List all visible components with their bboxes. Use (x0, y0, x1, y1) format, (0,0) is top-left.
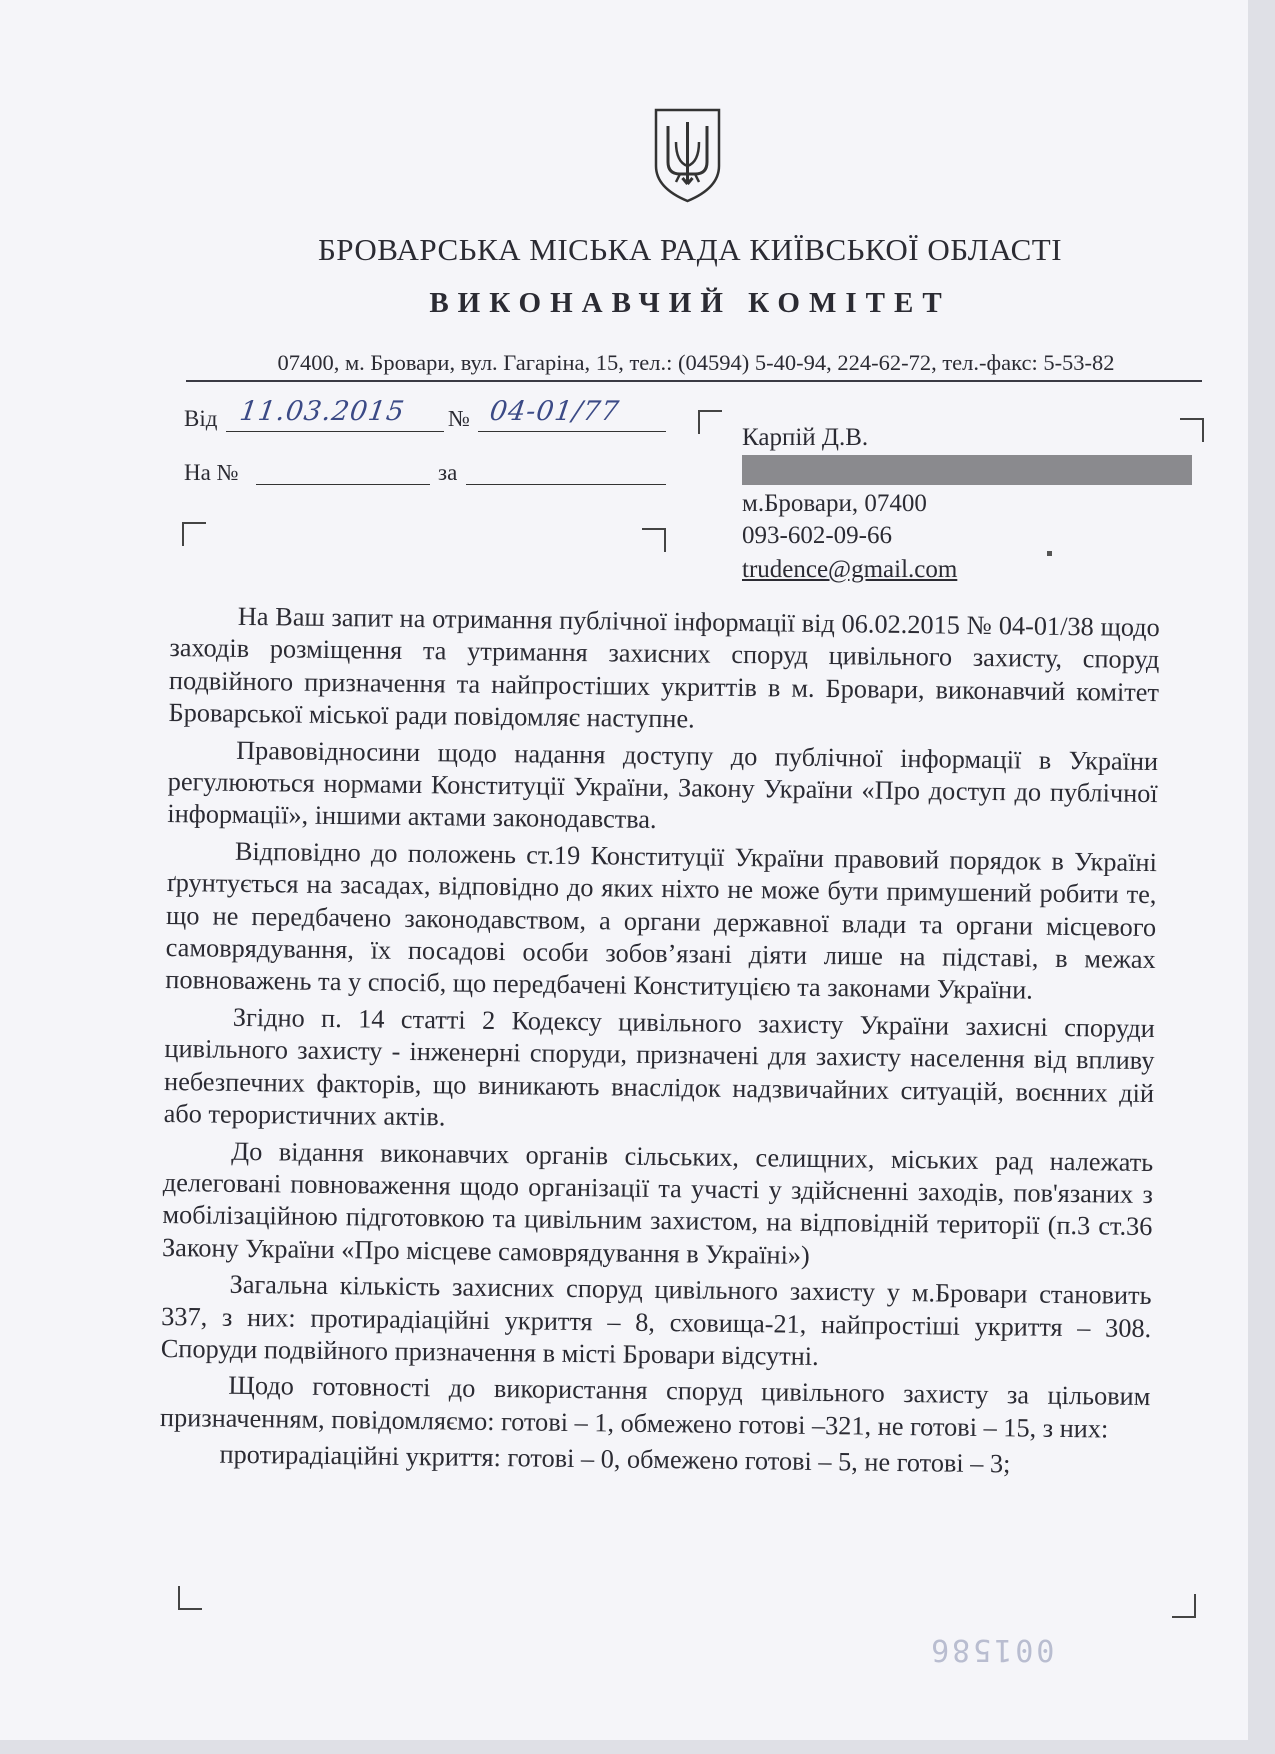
recipient-phone: 093-602-09-66 (742, 522, 892, 549)
recipient-city: м.Бровари, 07400 (742, 490, 927, 517)
corner-mark (182, 522, 206, 546)
reply-to-label: На № (184, 460, 239, 485)
handwritten-number: 04-01/77 (487, 396, 622, 427)
paragraph: Відповідно до положень ст.19 Конституції України правовий порядок в Україні ґрунтується на засадах, відповідно до яких ніхто не може бути примушений робити те, що не передбачено законодавством, а органи державної влади та органи місцевого самоврядування, їх посадові особи зобов’язані діяти лише на підставі, в межах повноважень та у спосіб, що передбачені Конституцією та законами України. (165, 836, 1158, 1006)
recipient-email: trudence@gmail.com (742, 556, 958, 583)
reply-date-line (466, 484, 666, 485)
paragraph: Правовідносини щодо надання доступу до публічної інформації в України регулюються нормами Конституції України, Закону України «Про доступ до публічної інформації», іншими актами законодавства. (167, 735, 1159, 835)
paragraph: На Ваш запит на отримання публічної інформації від 06.02.2015 № 04-01/38 щодо заходів розміщення та утримання захисних споруд цивільного захисту, споруд подвійного призначення та найпростіших укриттів в м. Бровари, виконавчий комітет Броварської міської ради повідомляє наступне. (168, 601, 1160, 734)
number-field-line (478, 431, 666, 432)
corner-mark (642, 528, 666, 552)
header-divider (186, 380, 1202, 382)
registration-stamp-number: 001586 (928, 1632, 1055, 1667)
organization-address: 07400, м. Бровари, вул. Гагаріна, 15, тел.: (04594) 5-40-94, 224-62-72, тел.-факс: 5-53-82 (277, 350, 1115, 375)
corner-mark (698, 410, 722, 434)
from-label: Від (184, 406, 218, 431)
scan-speck (1047, 551, 1052, 556)
handwritten-date: 11.03.2015 (237, 396, 407, 427)
corner-mark (1180, 418, 1204, 442)
paragraph: Щодо готовності до використання споруд цивільного захисту за цільовим призначенням, повідомляємо: готові – 1, обмежено готові –321, не готові – 15, з них: (159, 1371, 1151, 1444)
redacted-address (742, 455, 1192, 485)
letter-body (159, 600, 1160, 1487)
date-field-line (226, 431, 444, 432)
corner-mark (1172, 1594, 1196, 1618)
number-label: № (448, 406, 470, 431)
reply-date-label: за (438, 460, 458, 485)
paragraph: Загальна кількість захисних споруд цивільного захисту у м.Бровари становить 337, з них: протирадіаційні укриття – 8, сховища-21, найпростіші укриття – 308. Споруди подвійного призначення в місті Бровари відсутні. (160, 1269, 1152, 1371)
committee-name: ВИКОНАВЧИЙ КОМІТЕТ (429, 287, 951, 319)
organization-name: БРОВАРСЬКА МІСЬКА РАДА КИЇВСЬКОЇ ОБЛАСТІ (317, 232, 1063, 267)
paragraph: Згідно п. 14 статті 2 Кодексу цивільного захисту України захисні споруди цивільного захисту - інженерні споруди, призначені для захисту населення від впливу небезпечних факторів, що виникають внаслідок надзвичайних ситуацій, воєнних дій або терористичних актів. (163, 1002, 1156, 1132)
trident-emblem-icon (650, 104, 725, 204)
reply-number-line (256, 484, 430, 485)
paragraph: До відання виконавчих органів сільських, селищних, міських рад належать делеговані повноваження щодо організації та участі у здійсненні заходів, пов'язаних з мобілізаційною підготовкою та цивільним захистом, на відповідній території (п.3 ст.36 Закону України «Про місцеве самоврядування в Україні») (161, 1136, 1154, 1270)
corner-mark (178, 1586, 202, 1610)
recipient-name: Карпій Д.В. (742, 424, 869, 451)
list-item: протирадіаційні укриття: готові – 0, обмежено готові – 5, не готові – 3; (219, 1439, 1011, 1479)
